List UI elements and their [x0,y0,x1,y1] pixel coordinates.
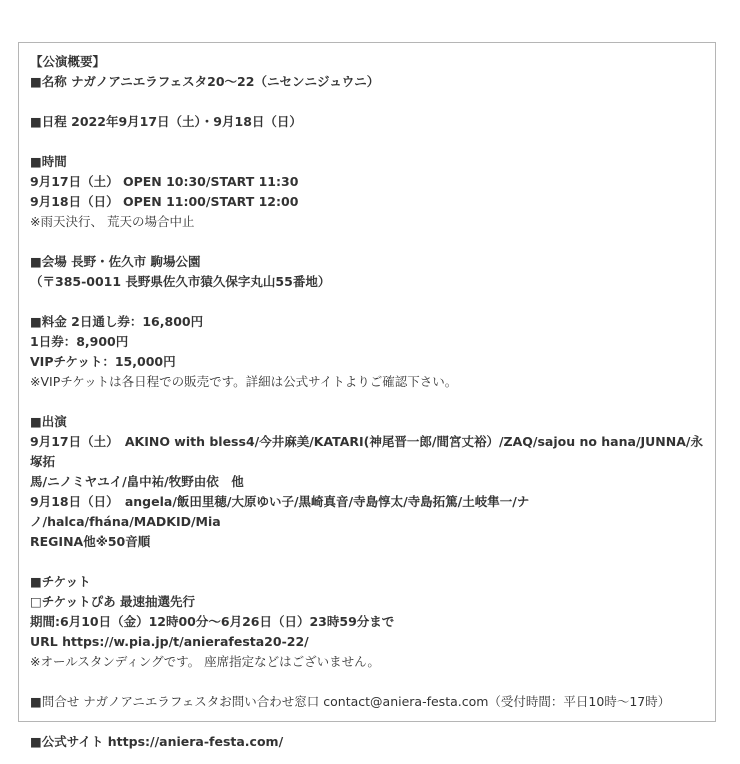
cast-day1-line1: 9月17日（土） AKINO with bless4/今井麻美/KATARI(神尾晋一郎/間宮丈裕）/ZAQ/sajou no hana/JUNNA/永塚拓 [30,434,703,469]
time-day1: 9月17日（土） OPEN 10:30/START 11:30 [30,174,299,189]
ticket-period: 期間:6月10日（金）12時00分〜6月26日（日）23時59分まで [30,614,395,629]
event-summary-box [18,42,716,749]
event-summary-content [30,52,706,752]
cast-heading: ■出演 [30,414,67,429]
spacer [30,92,706,112]
spacer [30,552,706,572]
price-2day: ■料金 2日通し券：16,800円 [30,314,204,329]
ticket-note: ※オールスタンディングです。 座席指定などはございません。 [30,654,380,669]
venue-address: （〒385-0011 長野県佐久市猿久保字丸山55番地） [30,274,331,289]
summary-heading: 【公演概要】 [30,54,106,69]
contact[interactable]: ■問合せ ナガノアニエラフェスタお問い合わせ窓口 contact@aniera-festa.com（受付時間：平日10時〜17時） [30,694,671,709]
venue: ■会場 長野・佐久市 駒場公園 [30,254,201,269]
ticket-url[interactable]: URL https://w.pia.jp/t/anierafesta20-22/ [30,634,309,649]
time-heading: ■時間 [30,154,67,169]
time-note: ※雨天決行、 荒天の場合中止 [30,214,195,229]
ticket-pia: □チケットぴあ 最速抽選先行 [30,594,196,609]
spacer [30,712,706,732]
price-vip: VIPチケット：15,000円 [30,354,176,369]
spacer [30,392,706,412]
spacer [30,132,706,152]
cast-day1-line2: 馬/ニノミヤユイ/畠中祐/牧野由依 他 [30,474,244,489]
cast-day2-line2: REGINA他※50音順 [30,534,151,549]
spacer [30,292,706,312]
official-site[interactable]: ■公式サイト https://aniera-festa.com/ [30,734,284,749]
price-1day: 1日券：8,900円 [30,334,129,349]
cast-day2-line1: 9月18日（日） angela/飯田里穂/大原ゆい子/黒崎真音/寺島惇太/寺島拓篤/土岐隼一/ナノ/halca/fhána/MADKID/Mia [30,494,530,529]
event-name: ■名称 ナガノアニエラフェスタ20〜22（ニセンニジュウニ） [30,74,380,89]
event-date: ■日程 2022年9月17日（土）・9月18日（日） [30,114,302,129]
ticket-heading: ■チケット [30,574,91,589]
spacer [30,672,706,692]
price-note: ※VIPチケットは各日程での販売です。詳細は公式サイトよりご確認下さい。 [30,374,458,389]
spacer [30,232,706,252]
time-day2: 9月18日（日） OPEN 11:00/START 12:00 [30,194,299,209]
